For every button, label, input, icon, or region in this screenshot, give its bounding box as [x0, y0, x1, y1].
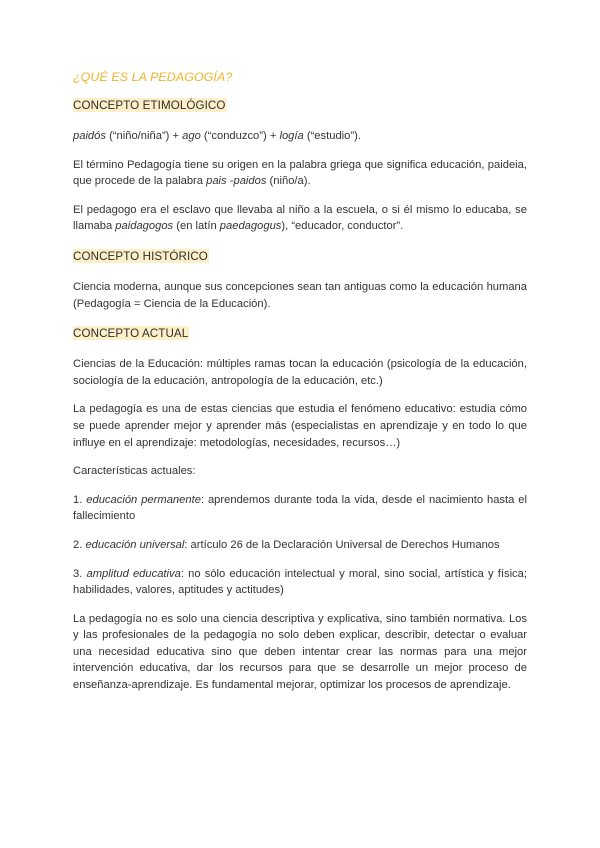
etymology-word-ago: ago [182, 130, 201, 142]
list-item: 3. amplitud educativa: no sólo educación intelectual y moral, sino social, artística y física; habilidades, valores, aptitudes y actitudes) [73, 567, 527, 597]
paragraph-caracteristicas: Características actuales: [73, 465, 196, 478]
list-item: 1. educación permanente: aprendemos durante toda la vida, desde el nacimiento hasta el fallecimiento [73, 493, 527, 523]
section-heading-etymological: CONCEPTO ETIMOLÓGICO [73, 99, 226, 112]
paragraph-origin: El término Pedagogía tiene su origen en la palabra griega que significa educación, paideia, que procede de la palabra pais -paidos (niño/a). [73, 158, 527, 188]
etymology-line: paidós (“niño/niña”) + ago (“conduzco”) + logía (“estudio”). [73, 130, 361, 142]
etymology-word-logia: logía [279, 130, 304, 142]
section-current [73, 324, 527, 694]
paragraph-pedagogo: El pedagogo era el esclavo que llevaba al niño a la escuela, o si él mismo lo educaba, se llamaba paidagogos (en latín paedagogus), “educador, conductor”. [73, 203, 527, 233]
section-heading-historical: CONCEPTO HISTÓRICO [73, 249, 208, 263]
page-title: ¿QUÉ ES LA PEDAGOGÍA? [73, 70, 233, 84]
paragraph-historical: Ciencia moderna, aunque sus concepciones sean tan antiguas como la educación humana (Pedagogía = Ciencia de la Educación). [73, 280, 527, 310]
section-heading-current: CONCEPTO ACTUAL [73, 327, 189, 341]
etymology-word-paidos: paidós [73, 130, 106, 142]
paragraph-fenomeno: La pedagogía es una de estas ciencias que estudia el fenómeno educativo: estudia cómo se puede aprender mejor y aprender más (especialistas en aprendizaje y en todo lo que influye en el aprendizaje: metodologías, necesidades, recursos…) [73, 403, 527, 449]
section-historical [73, 247, 527, 312]
paragraph-ciencias: Ciencias de la Educación: múltiples ramas tocan la educación (psicología de la educación, sociología de la educación, antropología de la educación, etc.) [73, 358, 527, 387]
section-etymological [73, 96, 527, 235]
paragraph-normativa: La pedagogía no es solo una ciencia descriptiva y explicativa, sino también normativa. Los y las profesionales de la pedagogía no solo deben explicar, describir, detectar o evaluar una necesidad educativa sino que deben intentar crear las normas para una mejor intervención educativa, dar los recursos para que se desarrolle un mejor proceso de enseñanza-aprendizaje. Es fundamental mejorar, optimizar los procesos de aprendizaje. [73, 612, 527, 692]
list-item: 2. educación universal: artículo 26 de la Declaración Universal de Derechos Humanos [73, 538, 500, 551]
